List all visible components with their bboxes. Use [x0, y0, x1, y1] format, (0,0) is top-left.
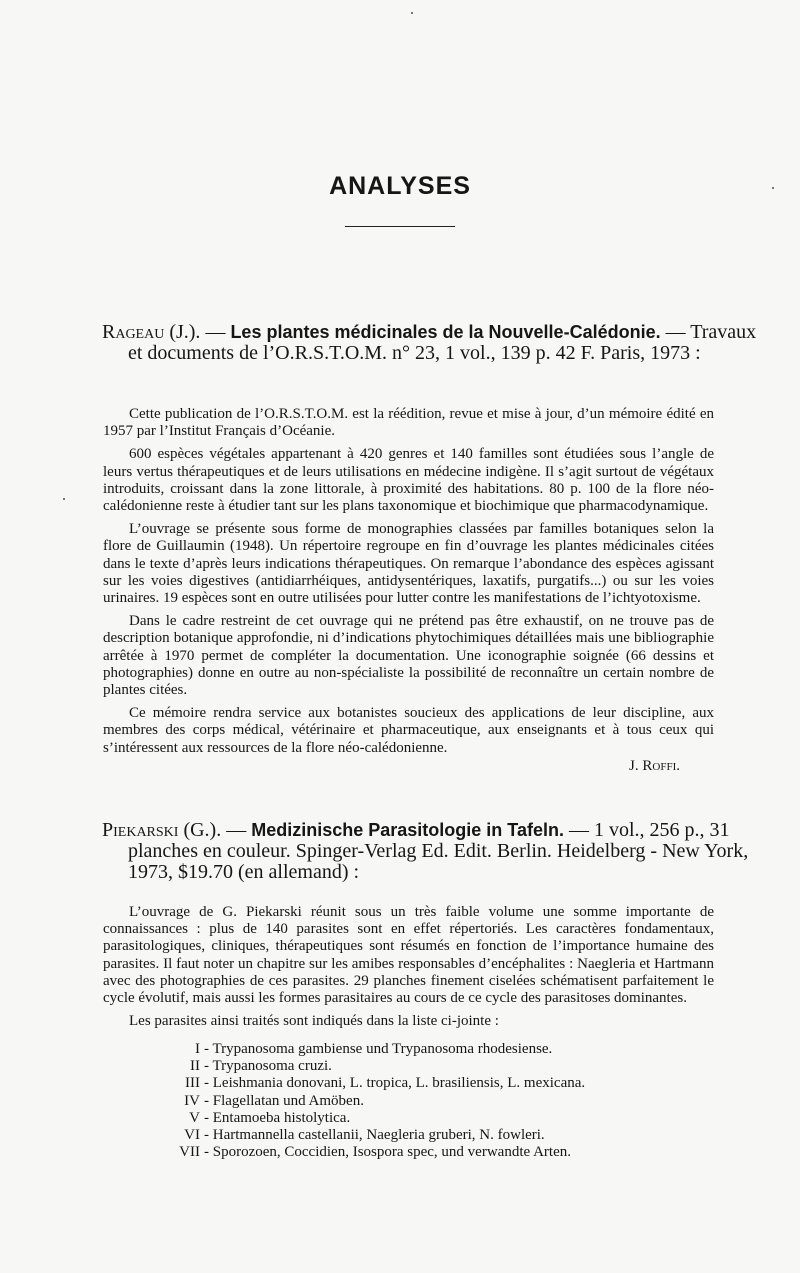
review1-signature	[560, 758, 680, 775]
review2-dash: —	[226, 819, 247, 841]
signature-name: Roffi.	[642, 758, 680, 774]
review2-dash2: —	[568, 819, 589, 841]
list-item-text: - Trypanosoma cruzi.	[204, 1058, 332, 1075]
review1-author: Rageau (J.).	[102, 321, 201, 343]
scan-speck	[411, 12, 413, 14]
review1-body	[103, 406, 714, 763]
list-item	[160, 1075, 720, 1092]
signature-initial: J.	[629, 758, 639, 774]
list-item-number: V	[189, 1109, 200, 1126]
review1-dash2: —	[665, 321, 686, 343]
list-item-text: - Entamoeba histolytica.	[204, 1109, 351, 1126]
list-item	[160, 1110, 720, 1127]
title-divider	[345, 226, 455, 227]
parasite-list	[160, 1041, 720, 1161]
list-item-text: - Flagellatan und Amöben.	[204, 1092, 364, 1109]
list-item-text: - Hartmannella castellanii, Naegleria gruberi, N. fowleri.	[204, 1127, 545, 1144]
list-item-text: - Sporozoen, Coccidien, Isospora spec, und verwandte Arten.	[204, 1144, 571, 1161]
review1-reference	[102, 322, 768, 364]
review1-paragraph: Cette publication de l’O.R.S.T.O.M. est la réédition, revue et mise à jour, d’un mémoire édité en 1957 par l’Institut Français d’Océanie.	[103, 406, 714, 440]
page-title: ANALYSES	[329, 172, 471, 200]
list-item-text: - Trypanosoma gambiense und Trypanosoma rhodesiense.	[204, 1041, 553, 1057]
review2-author: Piekarski (G.).	[102, 819, 222, 841]
scan-speck	[772, 187, 774, 189]
list-item-number: III	[185, 1075, 200, 1092]
scan-speck	[63, 498, 65, 500]
review1-dash: —	[205, 321, 226, 343]
list-item	[160, 1041, 720, 1058]
review1-paragraph: 600 espèces végétales appartenant à 420 genres et 140 familles sont étudiées sous l’angle de leurs vertus thérapeutiques et de leurs utilisations en médecine indigène. Il s’agit surtout de végétaux introduits, croissant dans la zone littorale, à proximité des habitations. 80 p. 100 de la flore néo-calédonienne reste à étudier tant sur les plans taxonomique et biochimique que pharmacodynamique.	[103, 446, 714, 515]
list-item-number: VI	[184, 1127, 200, 1144]
review2-body	[103, 904, 714, 1036]
list-item	[160, 1127, 720, 1144]
review1-paragraph: Ce mémoire rendra service aux botanistes soucieux des applications de leur discipline, aux membres des corps médical, vétérinaire et pharmaceutique, aux enseignants et à tous ceux qui s’intéressent aux ressources de la flore néo-calédonienne.	[103, 705, 714, 756]
list-item	[160, 1144, 720, 1161]
list-item	[160, 1093, 720, 1110]
review1-title: Les plantes médicinales de la Nouvelle-Calédonie.	[230, 322, 661, 342]
list-item-number: IV	[184, 1092, 200, 1109]
review1-paragraph: L’ouvrage se présente sous forme de monographies classées par familles botaniques selon la flore de Guillaumin (1948). Un répertoire regroupe en fin d’ouvrage les plantes médicinales citées dans le texte d’après leurs indications thérapeutiques. On remarque l’abondance des espèces agissant sur les voies digestives (antidiarrhéiques, antidysentériques, laxatifs, purgatifs...) ou sur les voies urinaires. 19 espèces sont en outre utilisées pour lutter contre les manifestations de l’ichtyotoxisme.	[103, 521, 714, 607]
list-item	[160, 1058, 720, 1075]
review1-paragraph: Dans le cadre restreint de cet ouvrage qui ne prétend pas être exhaustif, on ne trouve pas de description botanique approfondie, ni d’indications phytochimiques détaillées mais une bibliographie arrêtée à 1970 permet de compléter la documentation. Une iconographie soignée (66 dessins et photographies) donne en outre au non-spécialiste la possibilité de reconnaître un certain nombre de plantes citées.	[103, 613, 714, 699]
review2-reference	[102, 820, 768, 883]
list-item-number: II	[190, 1058, 200, 1075]
review2-paragraph: L’ouvrage de G. Piekarski réunit sous un très faible volume une somme importante de connaissances : plus de 140 parasites sont en effet répertoriés. Les caractères fondamentaux, parasitologiques, cliniques, thérapeutiques sont résumés en fonction de l’importance humaine des parasites. Il faut noter un chapitre sur les amibes responsables d’encéphalites : Naegleria et Hartmann avec des photographies de ces parasites. 29 planches finement ciselées schématisent parfaitement le cycle évolutif, mais aussi les formes parasitaires au cours de ce cycle des parasitoses dominantes.	[103, 904, 714, 1007]
list-item-number: I	[195, 1041, 200, 1057]
list-item-text: - Leishmania donovani, L. tropica, L. brasiliensis, L. mexicana.	[204, 1075, 586, 1092]
review2-paragraph: Les parasites ainsi traités sont indiqués dans la liste ci-jointe :	[129, 1013, 499, 1030]
review1-details: Travaux et documents de l’O.R.S.T.O.M. n° 23, 1 vol., 139 p. 42 F. Paris, 1973 :	[128, 321, 757, 364]
review2-title: Medizinische Parasitologie in Tafeln.	[251, 820, 564, 840]
list-item-number: VII	[179, 1144, 200, 1161]
review2-details: 1 vol., 256 p., 31 planches en couleur. Spinger-Verlag Ed. Edit. Berlin. Heidelberg - New York, 1973, $19.70 (en allemand) :	[128, 819, 749, 883]
